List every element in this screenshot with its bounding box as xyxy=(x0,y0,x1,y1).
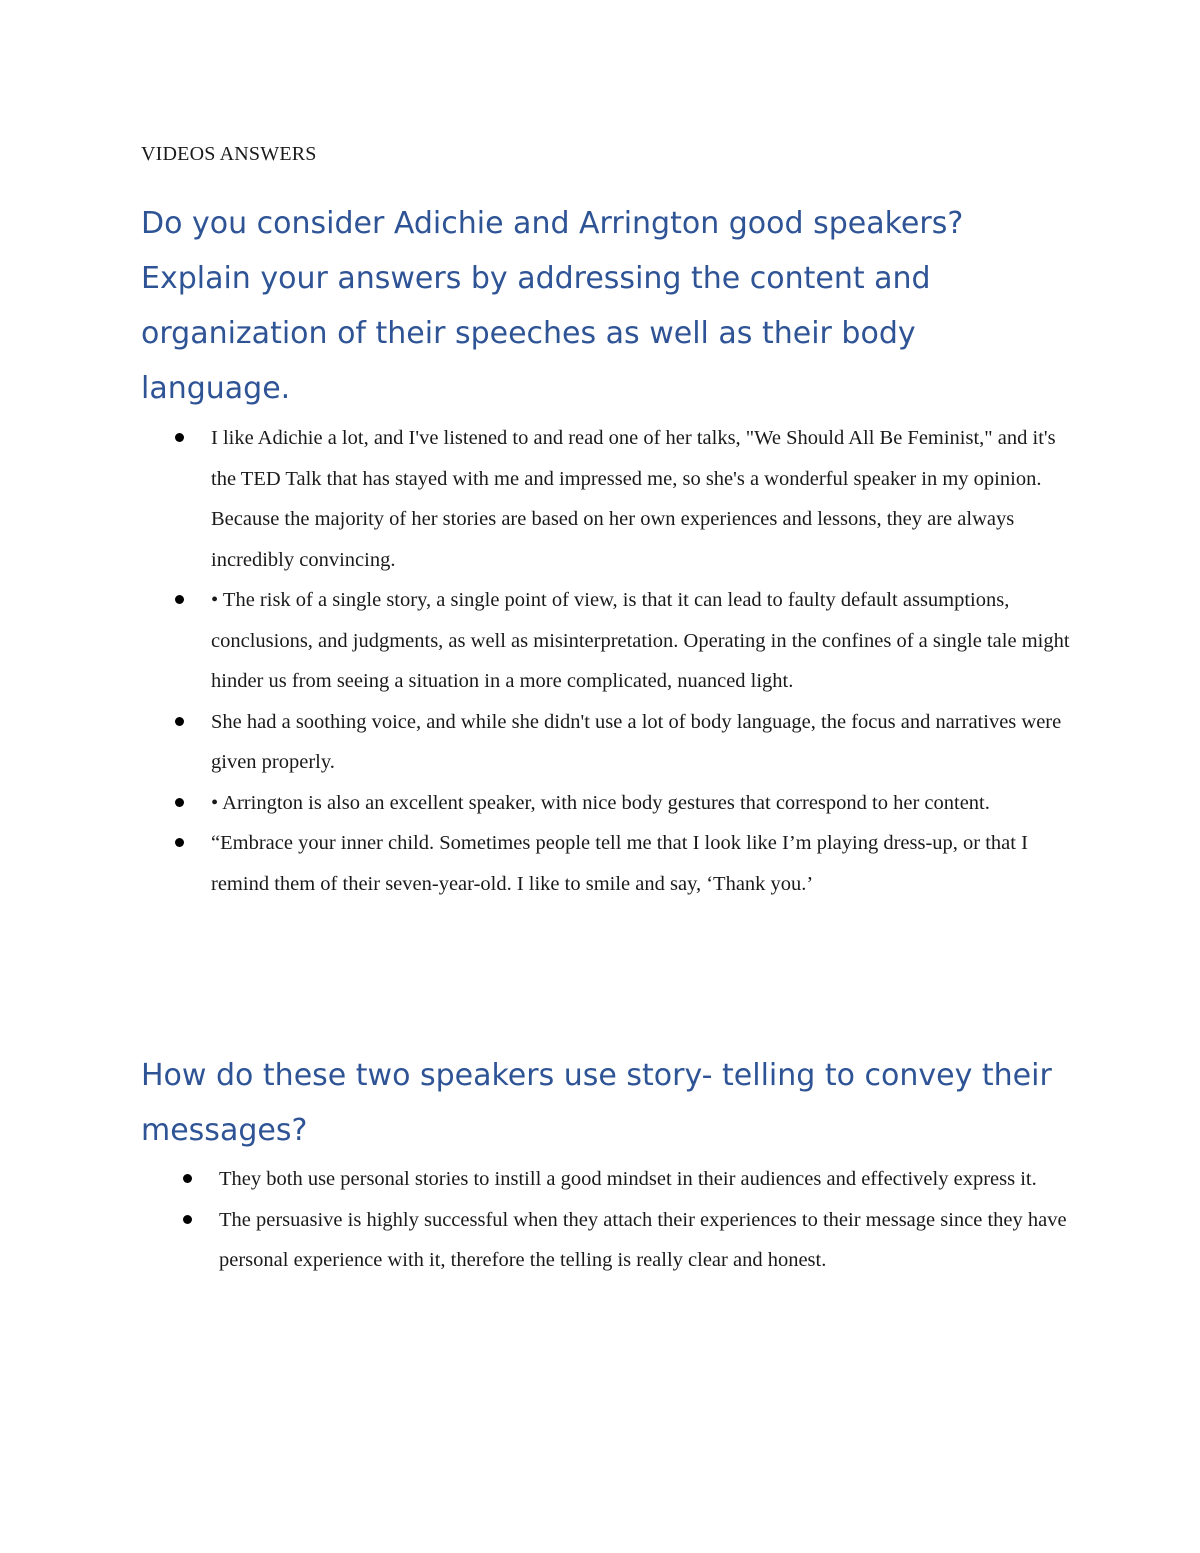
list-item xyxy=(219,1200,1079,1281)
list-item xyxy=(211,418,1071,580)
bullet-icon xyxy=(175,595,184,604)
bullet-icon xyxy=(175,798,184,807)
question-heading-2: How do these two speakers use story- telling to convey their messages? xyxy=(141,1058,1052,1148)
answer-list-2 xyxy=(219,1159,1079,1281)
list-item-text: The persuasive is highly successful when they attach their experiences to their message since they have personal experience with it, therefore the telling is really clear and honest. xyxy=(219,1208,1067,1271)
list-item-text: “Embrace your inner child. Sometimes people tell me that I look like I’m playing dress-up, or that I remind them of their seven-year-old. I like to smile and say, ‘Thank you.’ xyxy=(211,832,1028,895)
list-item xyxy=(211,783,1071,824)
answer-list-1 xyxy=(211,418,1071,904)
list-item-text: • Arrington is also an excellent speaker, with nice body gestures that correspond to her content. xyxy=(211,791,990,814)
bullet-icon xyxy=(183,1174,192,1183)
list-item-text: I like Adichie a lot, and I've listened to and read one of her talks, "We Should All Be Feminist," and it's the TED Talk that has stayed with me and impressed me, so she's a wonderful speaker in my opinion. Because the majority of her stories are based on her own experiences and lessons, they are always incredibly convincing. xyxy=(211,427,1056,571)
document-label: VIDEOS ANSWERS xyxy=(141,143,317,165)
list-item-text: She had a soothing voice, and while she didn't use a lot of body language, the focus and narratives were given properly. xyxy=(211,710,1062,773)
bullet-icon xyxy=(175,838,184,847)
list-item-text: They both use personal stories to instill a good mindset in their audiences and effectively express it. xyxy=(219,1168,1037,1190)
bullet-icon xyxy=(183,1215,192,1224)
list-item-text: • The risk of a single story, a single point of view, is that it can lead to faulty default assumptions, conclusions, and judgments, as well as misinterpretation. Operating in the confines of a single tale might hinder us from seeing a situation in a more complicated, nuanced light. xyxy=(211,589,1070,692)
bullet-icon xyxy=(175,433,184,442)
list-item xyxy=(211,580,1071,702)
list-item xyxy=(211,702,1071,783)
list-item xyxy=(211,823,1071,904)
question-heading-1: Do you consider Adichie and Arrington good speakers? Explain your answers by addressing the content and organization of their speeches as well as their body language. xyxy=(141,206,964,406)
list-item xyxy=(219,1159,1079,1200)
bullet-icon xyxy=(175,717,184,726)
